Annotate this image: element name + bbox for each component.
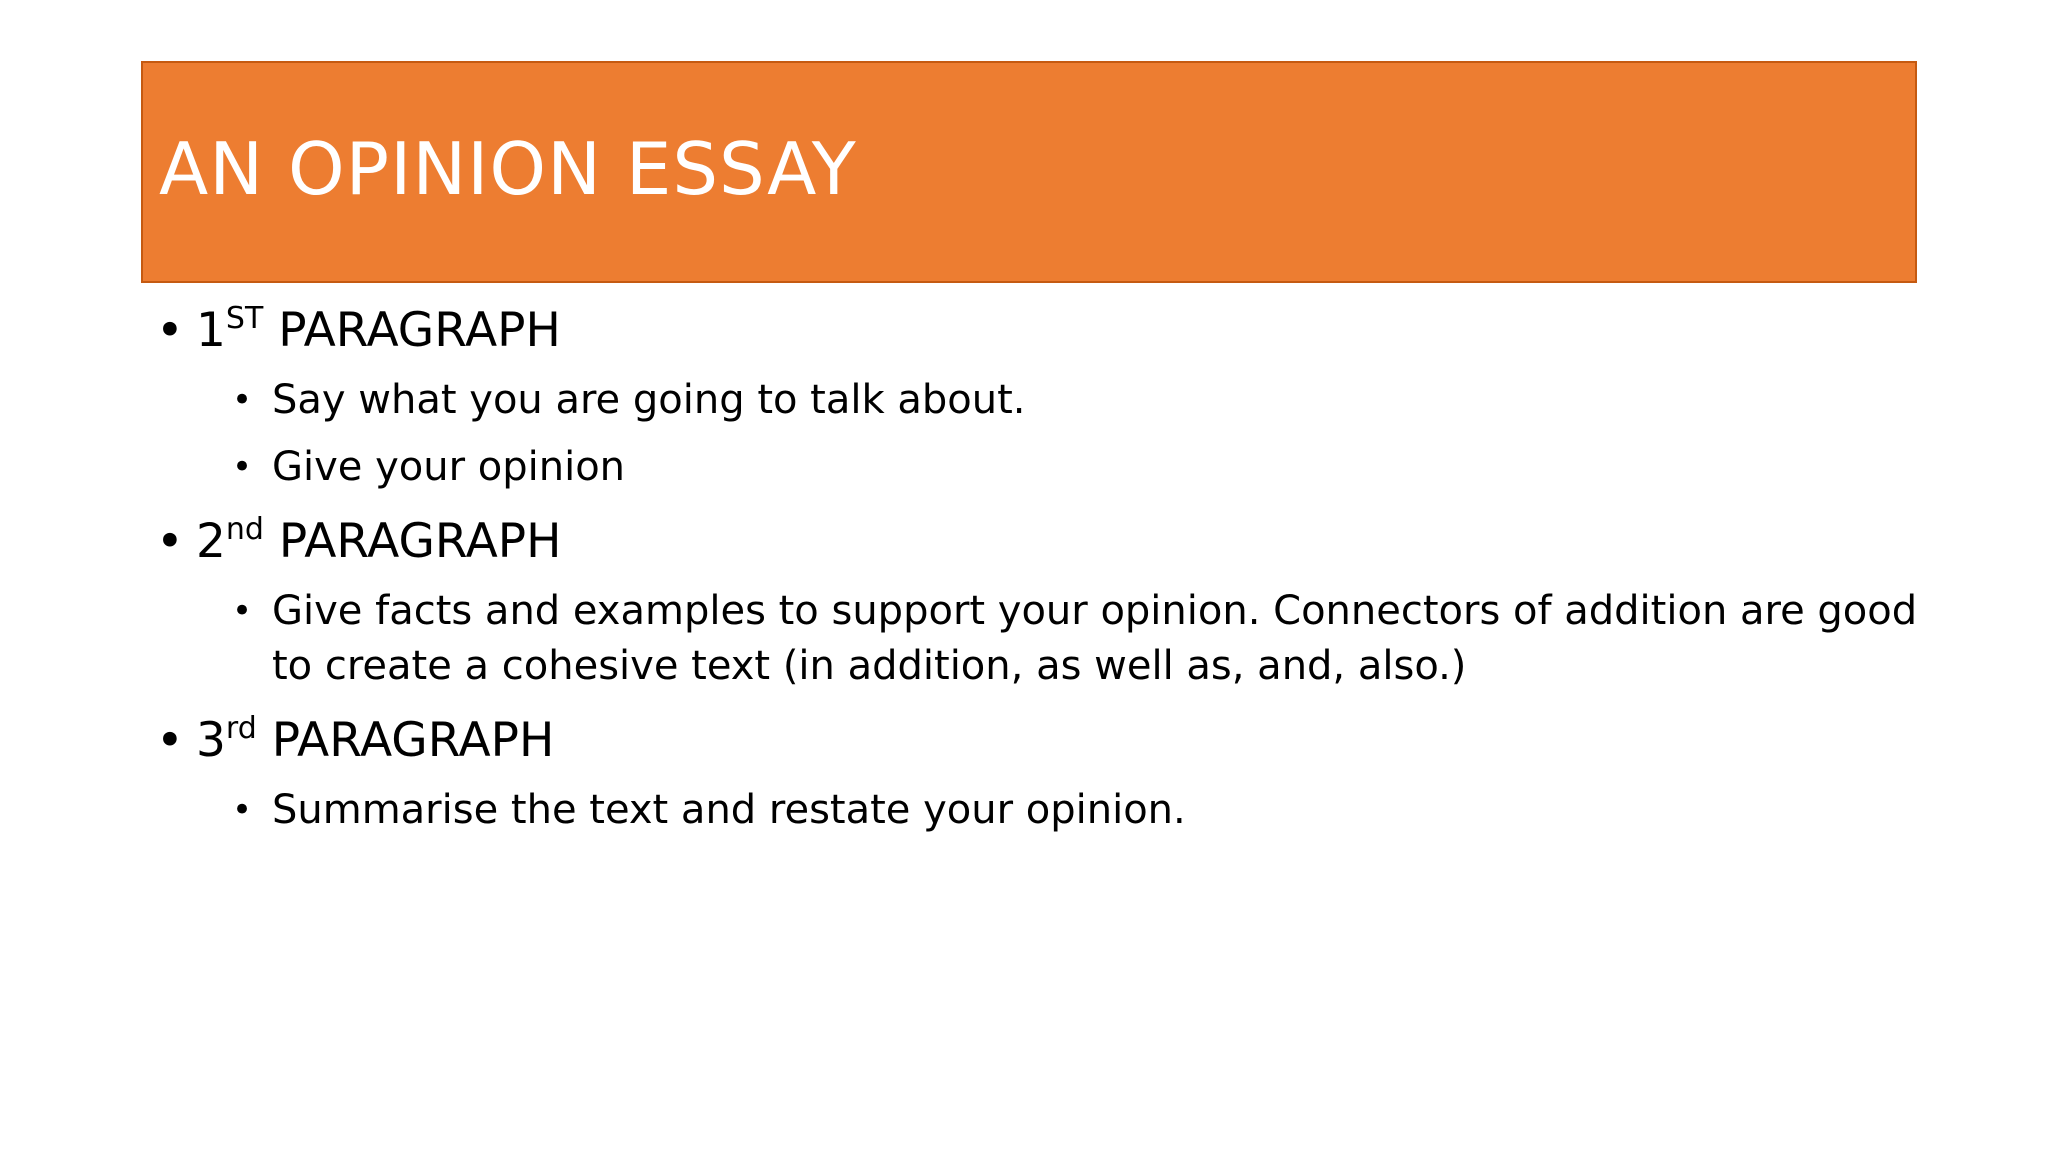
point-text: Give facts and examples to support your opinion. Connectors of addition are good to create a cohesive text (in addition, as well as, and, also.): [272, 588, 1918, 689]
bullet-icon: •: [156, 514, 184, 569]
section-1-point-1: [232, 373, 1922, 428]
section-number: 2: [196, 514, 226, 569]
bullet-icon: •: [156, 713, 184, 768]
ordinal-suffix: nd: [225, 512, 264, 547]
point-text: Give your opinion: [272, 444, 626, 490]
point-text: Summarise the text and restate your opinion.: [272, 787, 1186, 833]
bullet-icon: •: [232, 447, 253, 487]
slide-content: [156, 300, 1916, 838]
section-heading-text: PARAGRAPH: [278, 303, 561, 358]
bullet-icon: •: [232, 591, 253, 631]
bullet-icon: •: [156, 303, 184, 358]
section-3-heading: [156, 710, 1916, 772]
section-heading-text: PARAGRAPH: [271, 713, 555, 768]
section-number: 1: [196, 303, 226, 358]
section-2-heading: [156, 511, 1916, 573]
bullet-icon: •: [232, 380, 253, 420]
title-bar: [141, 61, 1917, 283]
section-1-point-2: [232, 440, 1922, 495]
section-number: 3: [196, 713, 226, 768]
section-1-heading: [156, 300, 1916, 362]
bullet-icon: •: [232, 790, 253, 830]
section-3-point-1: [232, 783, 1922, 838]
section-heading-text: PARAGRAPH: [278, 514, 562, 569]
ordinal-suffix: rd: [225, 711, 257, 746]
ordinal-suffix: ST: [225, 301, 264, 336]
section-2-point-1: [232, 584, 1922, 694]
slide-title: AN OPINION ESSAY: [159, 127, 857, 211]
point-text: Say what you are going to talk about.: [272, 377, 1026, 423]
